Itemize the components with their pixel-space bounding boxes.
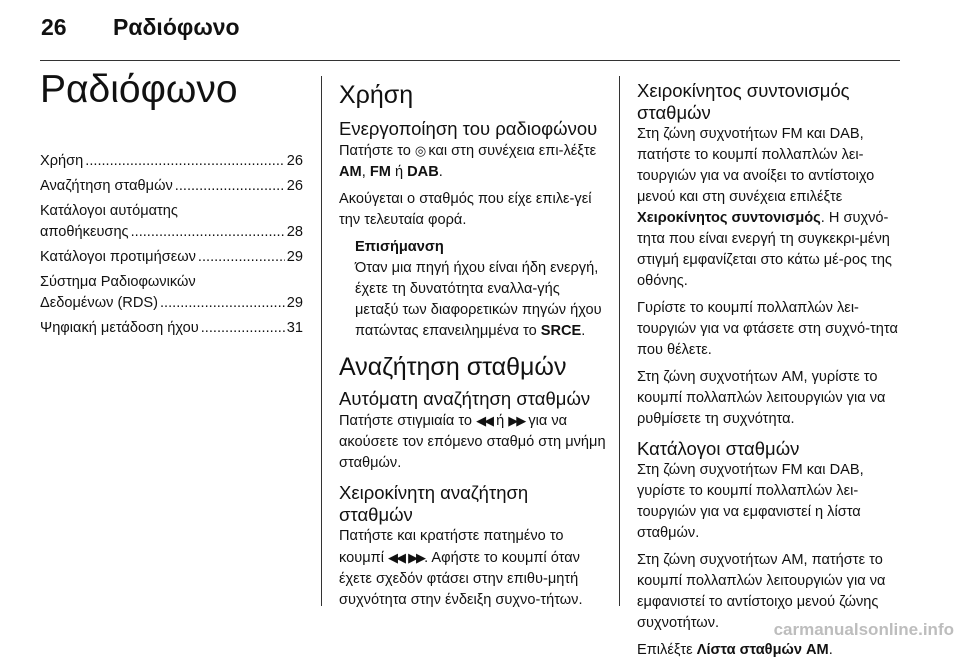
note-box: [355, 237, 607, 342]
paragraph: Πατήστε στιγμιαία το ◀◀ ή ▶▶ για να ακούσετε τον επόμενο σταθμό στη μνήμη σταθμών.: [339, 413, 606, 471]
toc-entry[interactable]: Ψηφιακή μετάδοση ήχου ..... 31: [40, 318, 303, 339]
paragraph: Στη ζώνη συχνοτήτων FM και DAB, γυρίστε το κουμπί πολλαπλών λει-τουργιών για να εμφανιστεί η λίστα σταθμών.: [637, 462, 864, 541]
paragraph: Γυρίστε το κουμπί πολλαπλών λει-τουργιών για να φτάσετε στη συχνό-τητα που θέλετε.: [637, 300, 898, 358]
toc-entry[interactable]: Κατάλογοι προτιμήσεων ..... 29: [40, 247, 303, 268]
skip-forward-icon: ▶▶: [508, 413, 525, 428]
toc-entry[interactable]: Κατάλογοι αυτόματης αποθήκευσης ..... 28: [40, 201, 303, 243]
paragraph: Στη ζώνη συχνοτήτων AM, γυρίστε το κουμπί πολλαπλών λειτουργιών για να ρυθμίσετε τη συχνότητα.: [637, 369, 886, 427]
toc-entry[interactable]: Αναζήτηση σταθμών ..... 26: [40, 176, 303, 197]
page-number: 26: [41, 14, 67, 40]
toc-entry[interactable]: Χρήση ..... 26: [40, 151, 303, 172]
paragraph: Πατήστε και κρατήστε πατημένο το κουμπί ◀◀ ▶▶. Αφήστε το κουμπί όταν έχετε σχεδόν φτάσει στην επιθυ-μητή συχνότητα στην ένδειξη συχνο-τήτων.: [339, 528, 583, 608]
subheading-station-lists: Κατάλογοι σταθμών: [637, 438, 800, 459]
paragraph: Στη ζώνη συχνοτήτων AM, πατήστε το κουμπί πολλαπλών λειτουργιών για να εμφανιστεί το αντίστοιχο μενού ζώνης συχνοτήτων.: [637, 552, 886, 631]
section-heading-use: Χρήση: [339, 81, 414, 109]
subheading-activate: Ενεργοποίηση του ραδιοφώνου: [339, 118, 598, 139]
column-divider-2: [619, 76, 620, 606]
skip-back-icon: ◀◀: [388, 550, 404, 565]
paragraph: Στη ζώνη συχνοτήτων FM και DAB, πατήστε το κουμπί πολλαπλών λει-τουργιών για να ανοίξει το αντίστοιχο μενού και στη συνέχεια επιλέξτε Χειροκίνητος συντονισμός. Η συχνό-τητα που είναι ενεργή τη συγκεκρι-μένη στιγμή εμφανίζεται στο κάτω μέ-ρος της οθόνης.: [637, 126, 892, 289]
column-2: [339, 80, 607, 617]
subheading-manual-search: Χειροκίνητη αναζήτηση σταθμών: [339, 482, 529, 525]
header-rule: [40, 60, 900, 61]
watermark: carmanualsonline.info: [773, 620, 954, 639]
note-title: Επισήμανση: [355, 239, 444, 255]
column-3: [637, 80, 903, 667]
skip-back-icon: ◀◀: [476, 413, 493, 428]
toc: [40, 151, 303, 343]
section-heading-search: Αναζήτηση σταθμών: [339, 353, 567, 381]
paragraph: Ακούγεται ο σταθμός που είχε επιλε-γεί την τελευταία φορά.: [339, 191, 592, 228]
chapter-title: Ραδιόφωνο: [40, 68, 238, 111]
paragraph: Πατήστε το ◎ και στη συνέχεια επι-λέξτε AM, FM ή DAB.: [339, 143, 597, 180]
radio-icon: ◎: [414, 143, 425, 158]
column-divider-1: [321, 76, 322, 606]
skip-forward-icon: ▶▶: [408, 550, 425, 565]
subheading-manual-tune: Χειροκίνητος συντονισμός σταθμών: [637, 80, 850, 123]
paragraph: Επιλέξτε Λίστα σταθμών AM.: [637, 642, 833, 658]
subheading-auto-search: Αυτόματη αναζήτηση σταθμών: [339, 388, 591, 409]
note-text: Όταν μια πηγή ήχου είναι ήδη ενεργή, έχετε τη δυνατότητα εναλλα-γής μεταξύ των διαφορετικών πηγών ήχου πατώντας επανειλημμένα το SRCE.: [355, 260, 602, 339]
running-header: Ραδιόφωνο: [113, 14, 240, 40]
toc-entry[interactable]: Σύστημα Ραδιοφωνικών Δεδομένων (RDS) ..... 29: [40, 272, 303, 314]
